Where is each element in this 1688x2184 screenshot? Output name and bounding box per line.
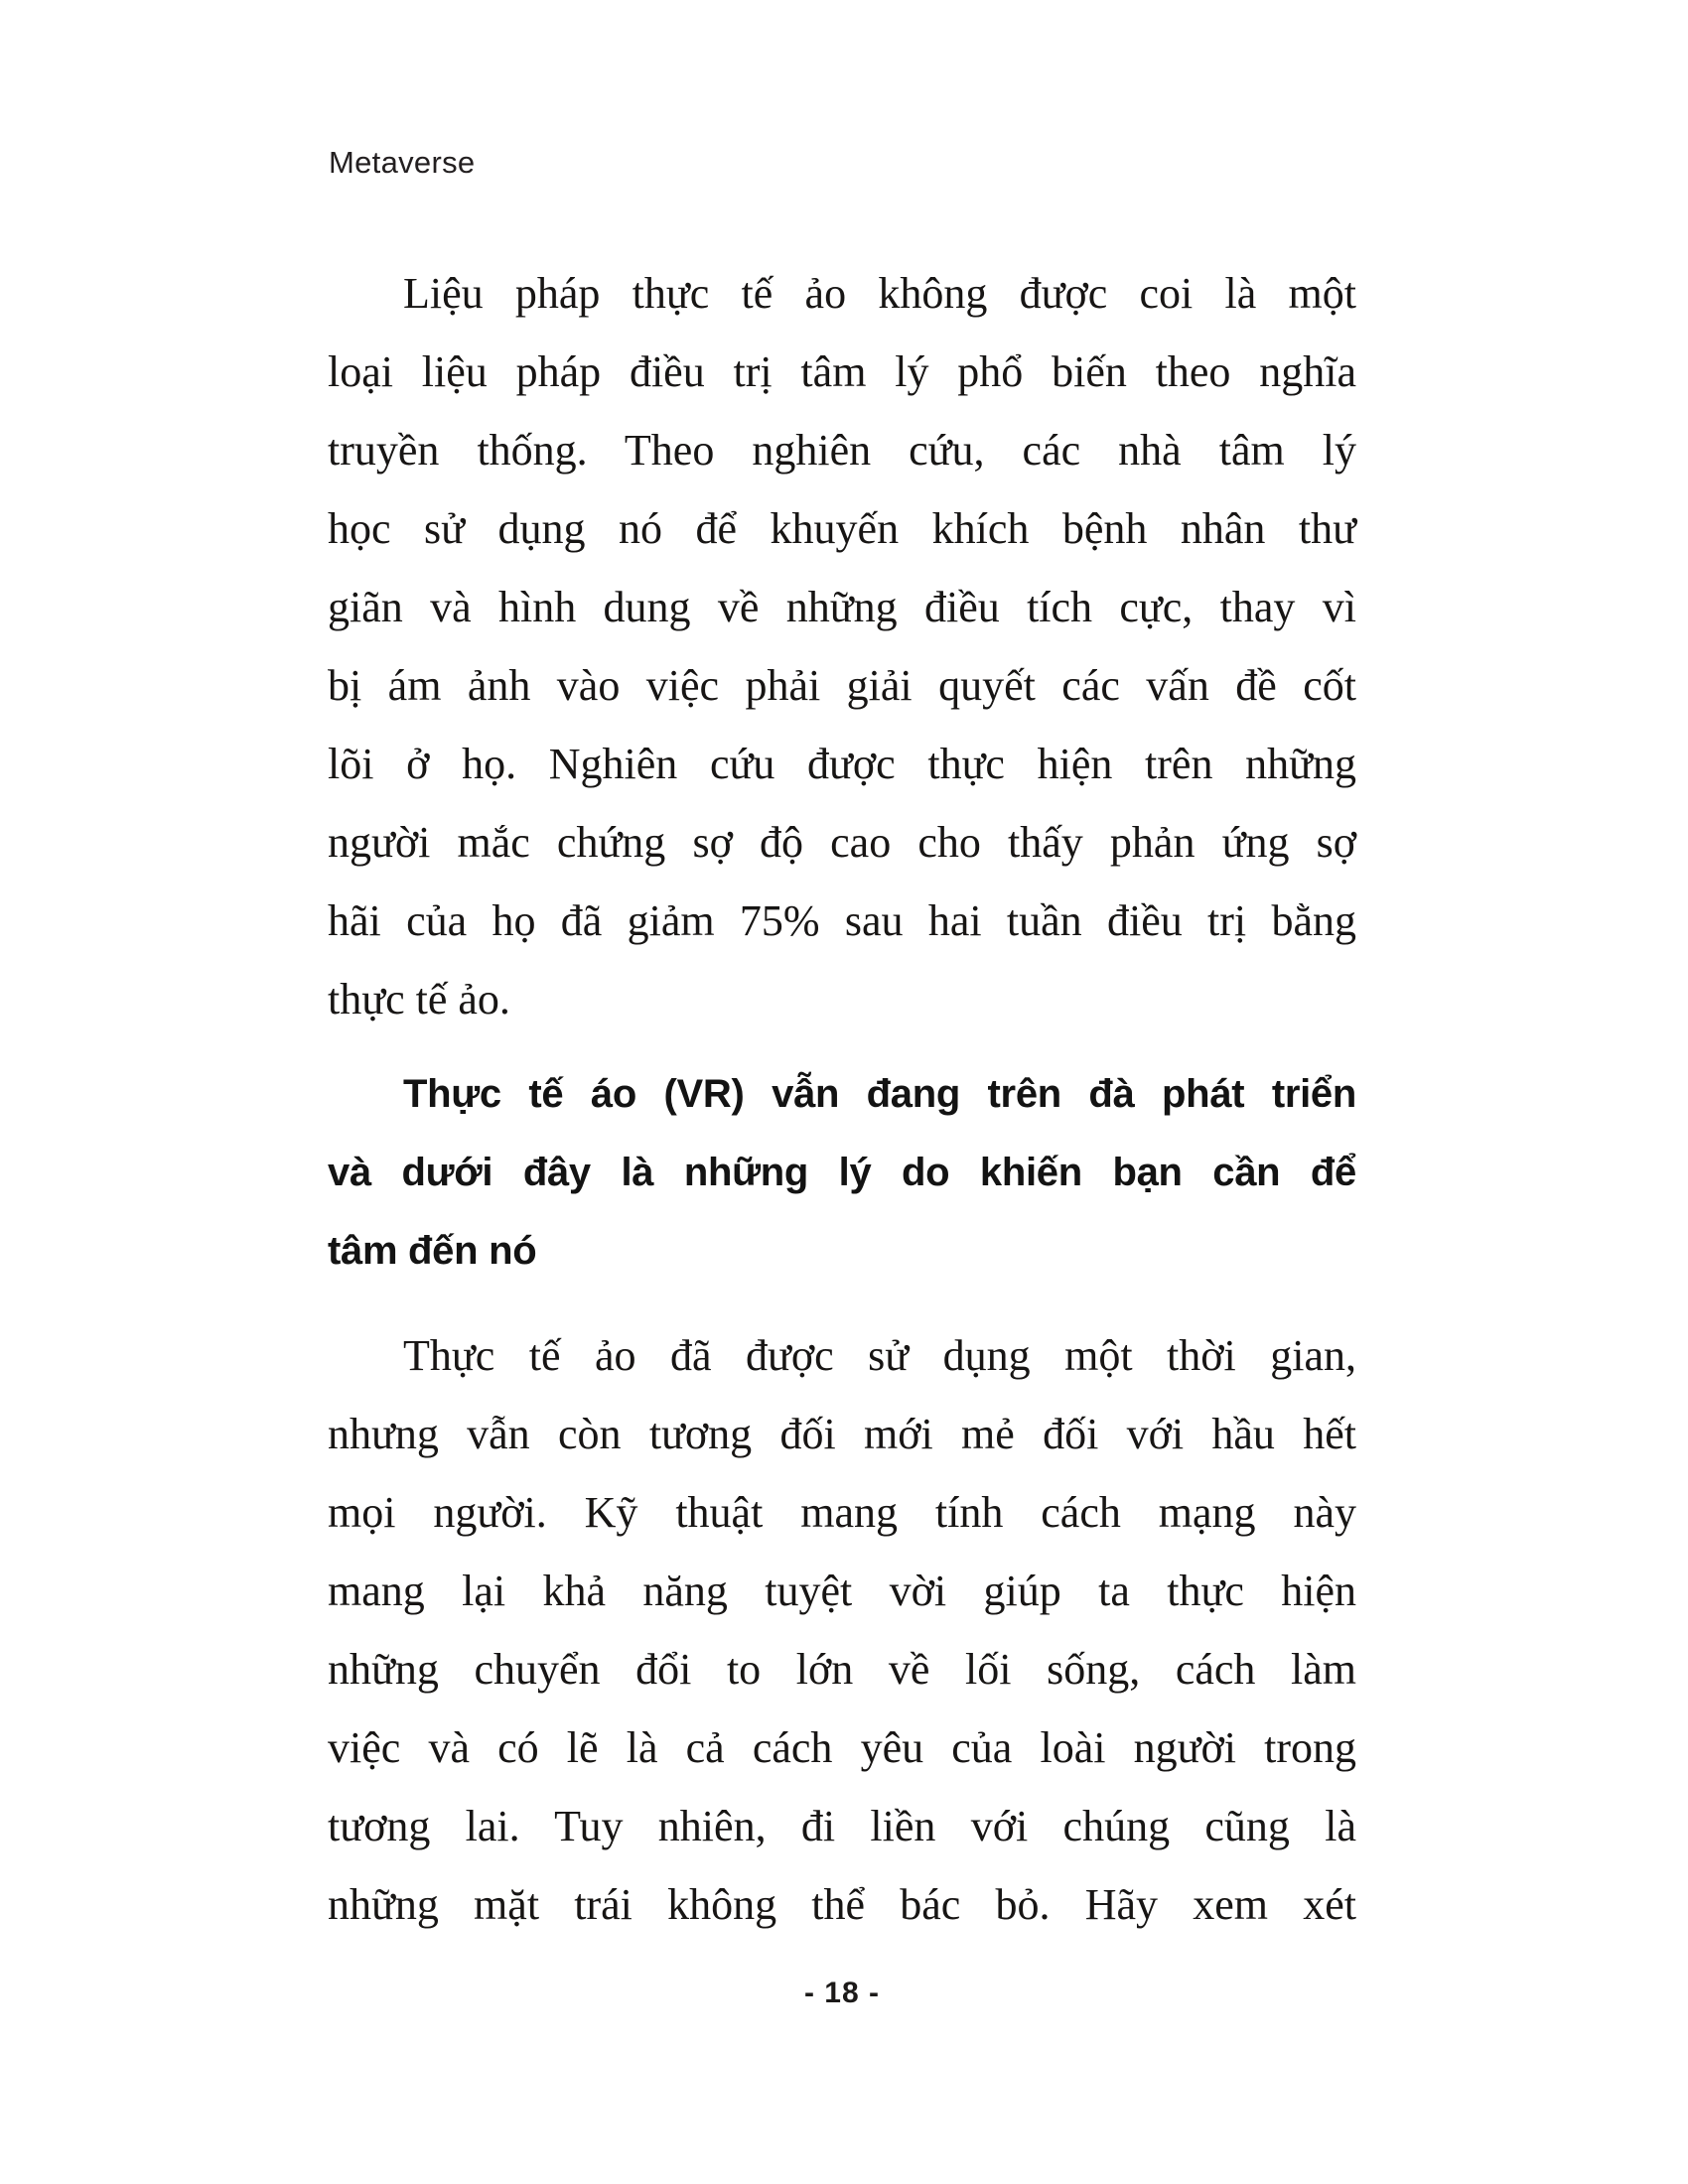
section-heading-line: tâm đến nó <box>328 1229 537 1273</box>
body-line: truyền thống. Theo nghiên cứu, các nhà tâm lý <box>328 426 1356 475</box>
body-line: nhưng vẫn còn tương đối mới mẻ đối với hầu hết <box>328 1410 1356 1458</box>
body-line: những chuyển đổi to lớn về lối sống, cách làm <box>328 1645 1356 1694</box>
body-line: học sử dụng nó để khuyến khích bệnh nhân thư <box>328 504 1356 553</box>
paragraph-1 <box>328 254 1356 1038</box>
body-line: Liệu pháp thực tế ảo không được coi là một <box>403 269 1356 318</box>
section-heading-line: Thực tế áo (VR) vẫn đang trên đà phát triển <box>403 1072 1356 1116</box>
body-line: lõi ở họ. Nghiên cứu được thực hiện trên những <box>328 740 1356 788</box>
body-line: mang lại khả năng tuyệt vời giúp ta thực hiện <box>328 1567 1356 1615</box>
running-header: Metaverse <box>329 145 476 180</box>
body-line: việc và có lẽ là cả cách yêu của loài người trong <box>328 1723 1356 1772</box>
body-line: Thực tế ảo đã được sử dụng một thời gian, <box>403 1331 1356 1380</box>
body-line: người mắc chứng sợ độ cao cho thấy phản ứng sợ <box>328 818 1356 867</box>
body-line: hãi của họ đã giảm 75% sau hai tuần điều trị bằng <box>328 896 1356 945</box>
body-line: thực tế ảo. <box>328 975 510 1024</box>
page-number: - 18 - <box>803 1977 881 2009</box>
section-heading-line: và dưới đây là những lý do khiến bạn cần để <box>328 1151 1356 1194</box>
body-line: loại liệu pháp điều trị tâm lý phổ biến theo nghĩa <box>328 347 1356 396</box>
paragraph-2 <box>328 1316 1356 1944</box>
body-line: bị ám ảnh vào việc phải giải quyết các vấn đề cốt <box>328 661 1356 710</box>
body-line: những mặt trái không thể bác bỏ. Hãy xem xét <box>328 1880 1356 1929</box>
body-line: giãn và hình dung về những điều tích cực, thay vì <box>328 583 1356 631</box>
section-heading <box>328 1055 1356 1291</box>
body-line: mọi người. Kỹ thuật mang tính cách mạng này <box>328 1488 1356 1537</box>
body-line: tương lai. Tuy nhiên, đi liền với chúng cũng là <box>328 1802 1356 1850</box>
